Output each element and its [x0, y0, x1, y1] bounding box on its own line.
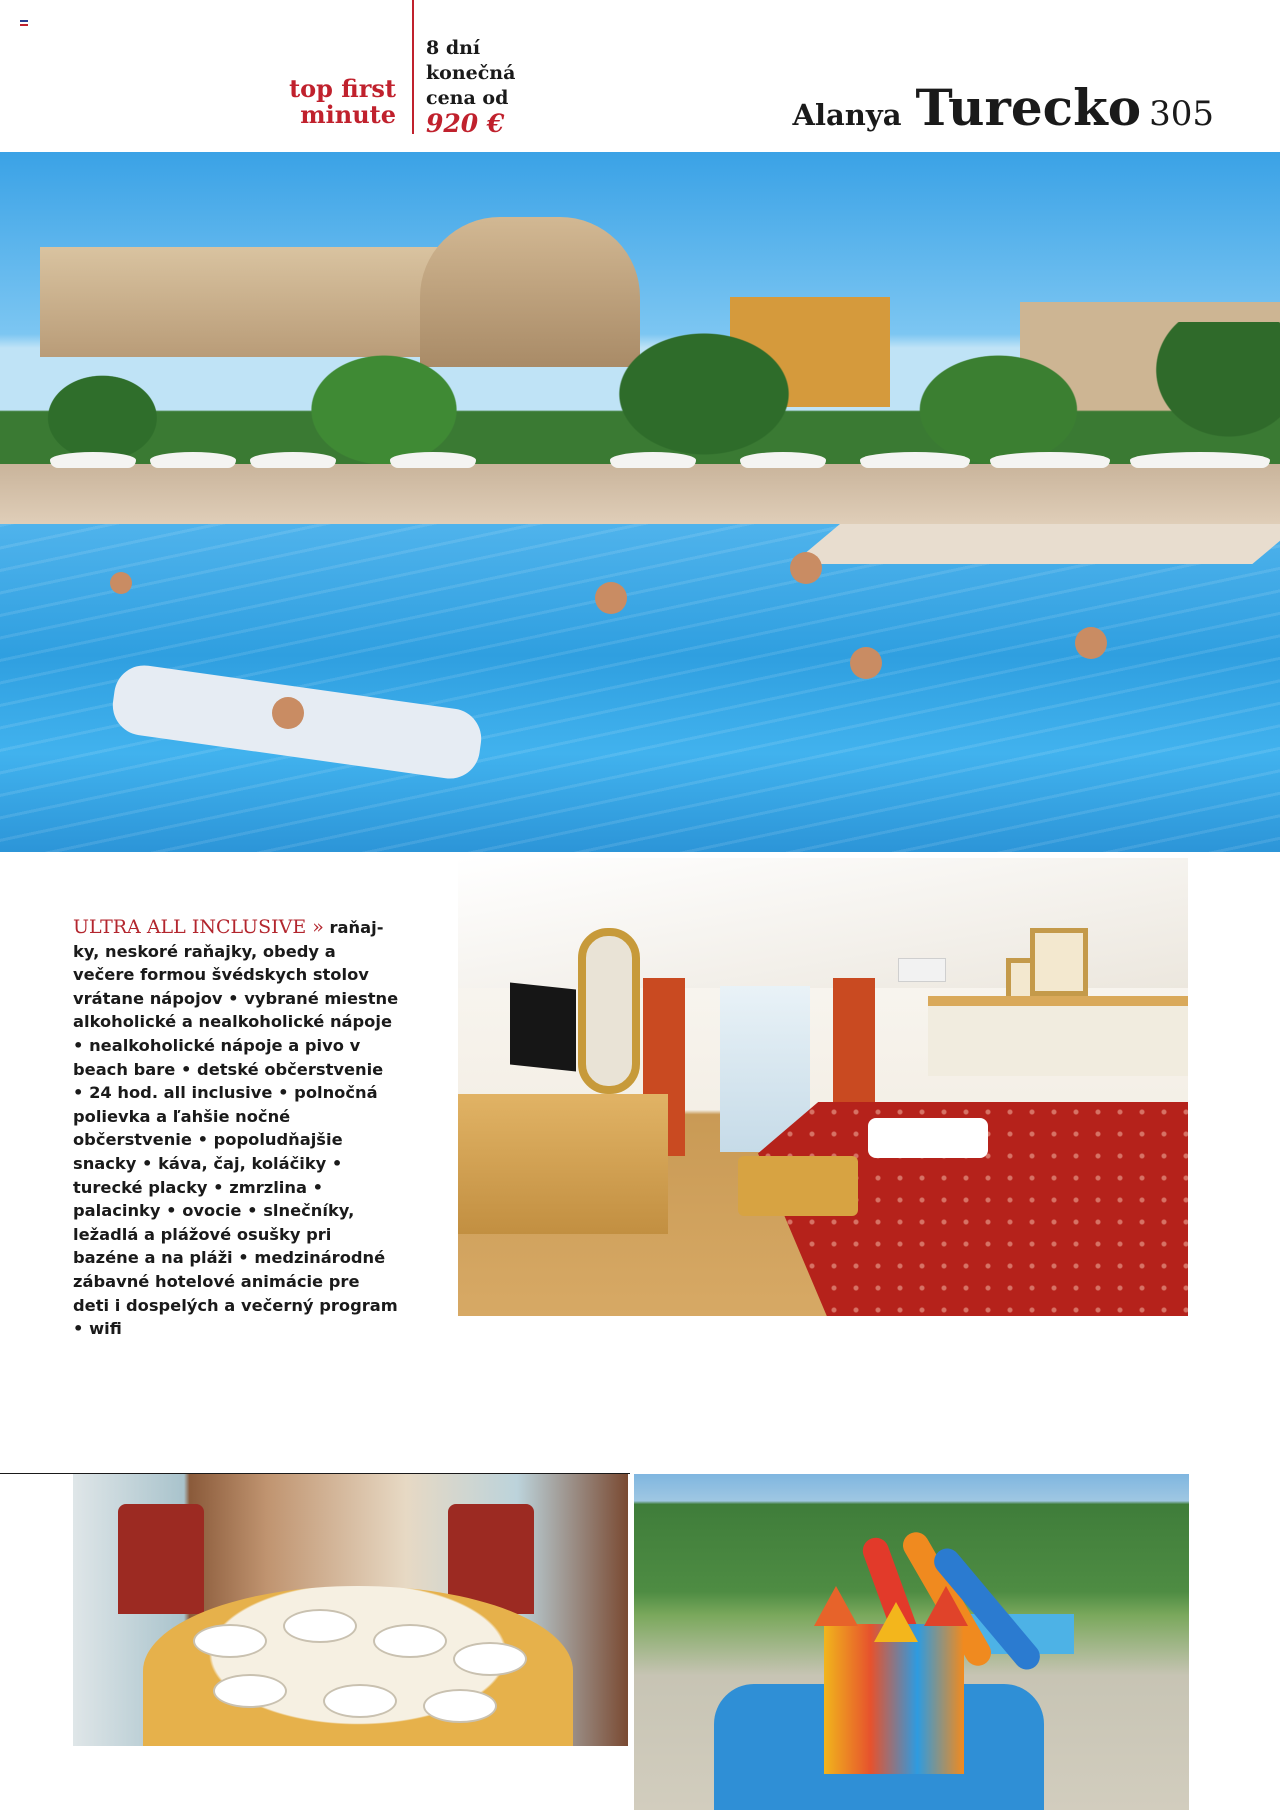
header-divider — [412, 0, 414, 134]
description-lead: ULTRA ALL INCLUSIVE » — [73, 916, 324, 938]
aquapark-photo — [634, 1474, 1189, 1810]
hotel-pool-photo — [0, 152, 1280, 852]
restaurant-table-photo — [73, 1474, 628, 1746]
city-name: Alanya — [792, 98, 902, 132]
price-from-label: cena od — [426, 87, 509, 109]
promo-line-1: top first — [289, 74, 396, 103]
promo-line-2: minute — [300, 100, 396, 129]
flag-mark-icon — [20, 20, 28, 26]
top-first-minute-label — [288, 76, 396, 128]
country-name: Turecko — [915, 78, 1142, 137]
hotel-room-photo — [458, 858, 1188, 1316]
price-box — [426, 36, 515, 136]
destination-title — [792, 78, 1214, 137]
page-number: 305 — [1149, 94, 1214, 134]
description-body: raňaj-ky, neskoré raňajky, obedy a večere formou švédskych stolov vrátane nápojov • vybrané miestne alkoholické a nealkoholické nápoje • nealkoholické nápoje a pivo v beach bare • detské občerstvenie • 24 hod. all inclusive • polnočná polievka a ľahšie nočné občerstvenie • popoludňajšie snacky • káva, čaj, koláčiky • turecké placky • zmrzlina • palacinky • ovocie • slnečníky, ležadlá a plážové osušky pri bazéne a na pláži • medzinárodné zábavné hotelové animácie pre deti i dospelých a večerný program • wifi — [73, 918, 399, 1339]
price-final-label: konečná — [426, 62, 516, 84]
all-inclusive-description — [73, 916, 399, 1341]
price-duration: 8 dní — [426, 37, 481, 59]
price-amount: 920 € — [426, 109, 505, 138]
